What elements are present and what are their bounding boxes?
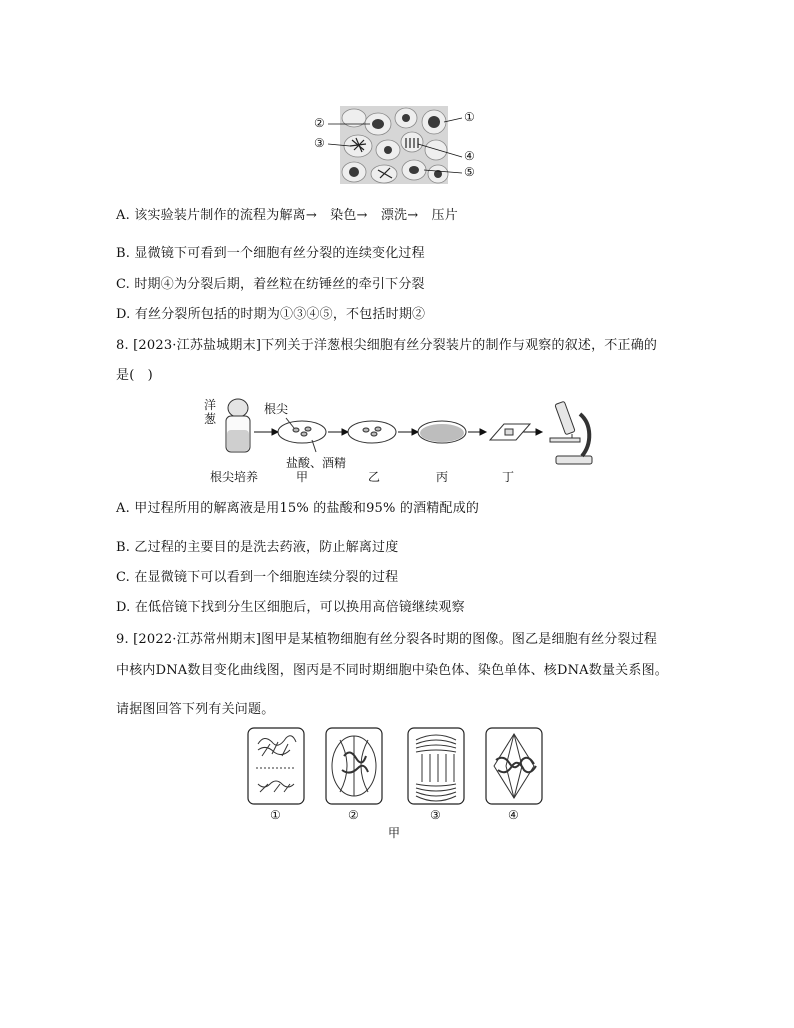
mitosis-figure <box>244 726 548 838</box>
q8-stem-line1: 8. [2023·江苏盐城期末]下列关于洋葱根尖细胞有丝分裂装片的制作与观察的叙述，不正确的 <box>116 338 658 353</box>
micro-label-2: ② <box>314 116 325 130</box>
step-ding-label: 丁 <box>502 470 515 484</box>
onion-jar-icon <box>226 399 250 452</box>
cell-label-4: ④ <box>508 808 519 822</box>
mitosis-cells-diagram <box>244 726 548 808</box>
step-jia-label: 甲 <box>296 470 309 484</box>
micrograph-image <box>314 104 484 186</box>
dish-jia-icon <box>278 418 326 452</box>
culture-label: 根尖培养 <box>210 470 259 484</box>
micro-label-1: ① <box>464 110 475 124</box>
q7-option-a: A. 该实验装片制作的流程为解离→ 染色→ 漂洗→ 压片 <box>116 208 458 223</box>
cell-label-3: ③ <box>430 808 441 822</box>
q8-option-d: D. 在低倍镜下找到分生区细胞后，可以换用高倍镜继续观察 <box>116 600 465 615</box>
q9-stem-line3: 请据图回答下列有关问题。 <box>116 702 275 717</box>
reagents-label: 盐酸、酒精 <box>286 456 347 470</box>
step-yi-label: 乙 <box>368 470 381 484</box>
dish-bing-icon <box>418 421 466 443</box>
procedure-diagram <box>200 394 600 486</box>
q8-option-c: C. 在显微镜下可以看到一个细胞连续分裂的过程 <box>116 570 399 585</box>
microscope-icon <box>550 401 592 464</box>
micrograph-figure <box>314 104 484 186</box>
step-bing-label: 丙 <box>436 470 449 484</box>
cell-label-2: ② <box>348 808 359 822</box>
root-tip-label: 根尖 <box>264 402 289 416</box>
onion-label-2: 葱 <box>204 412 217 426</box>
cell-label-1: ① <box>270 808 281 822</box>
q8-option-b: B. 乙过程的主要目的是洗去药液，防止解离过度 <box>116 540 399 555</box>
figure-caption-jia: 甲 <box>388 826 401 840</box>
procedure-figure <box>200 394 600 486</box>
q7-option-d: D. 有丝分裂所包括的时期为①③④⑤，不包括时期② <box>116 307 426 322</box>
q8-option-a: A. 甲过程所用的解离液是用15% 的盐酸和95% 的酒精配成的 <box>116 501 480 516</box>
q9-stem-line1: 9. [2022·江苏常州期末]图甲是某植物细胞有丝分裂各时期的图像。图乙是细胞有丝分裂过程 <box>116 632 658 647</box>
q9-stem-line2: 中核内DNA数目变化曲线图，图丙是不同时期细胞中染色体、染色单体、核DNA数量关系图。 <box>116 663 668 678</box>
dish-yi-icon <box>348 421 396 443</box>
q7-option-b: B. 显微镜下可看到一个细胞有丝分裂的连续变化过程 <box>116 246 425 261</box>
micro-label-4: ④ <box>464 149 475 163</box>
micro-label-3: ③ <box>314 136 325 150</box>
micro-label-5: ⑤ <box>464 165 475 179</box>
q8-stem-line2: 是( ) <box>116 368 153 383</box>
q7-option-c: C. 时期④为分裂后期，着丝粒在纺锤丝的牵引下分裂 <box>116 277 425 292</box>
onion-label-1: 洋 <box>204 398 217 412</box>
